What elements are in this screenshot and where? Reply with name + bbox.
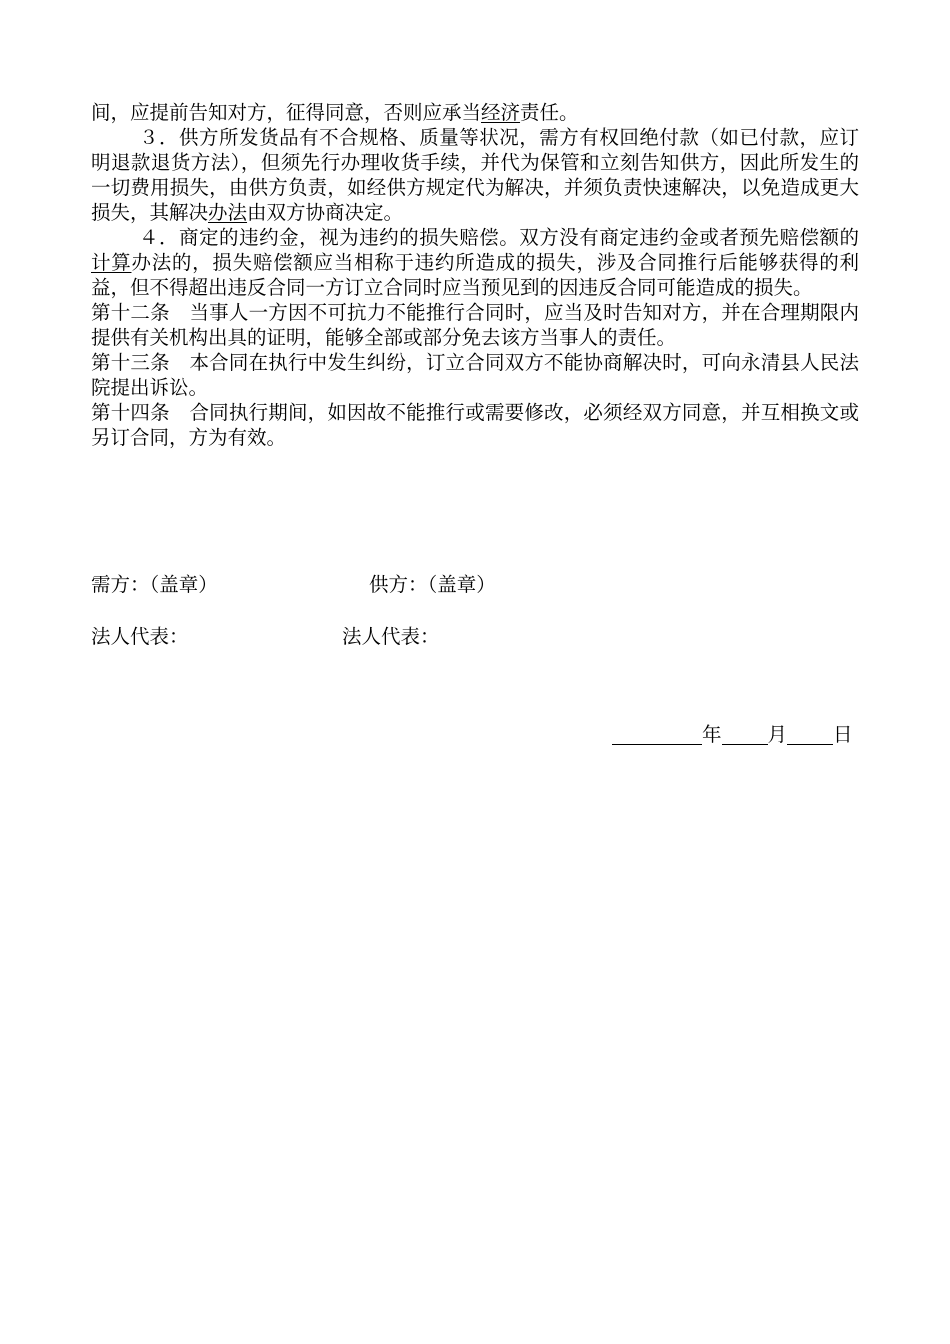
contract-body	[91, 100, 859, 450]
clause-4	[91, 225, 859, 300]
month-label: 月	[767, 723, 788, 746]
article-14: 第十四条 合同执行期间，如因故不能推行或需要修改，必须经双方同意，并互相换文或另订合同，方为有效。	[91, 401, 859, 449]
seller-representative-label: 法人代表：	[342, 625, 440, 648]
article-13: 第十三条 本合同在执行中发生纠纷，订立合同双方不能协商解决时，可向永清县人民法院提出诉讼。	[91, 351, 859, 399]
paragraph-text: 责任。	[520, 101, 579, 124]
paragraph-text: 由双方协商决定。	[247, 201, 404, 224]
paragraph-text: ４．商定的违约金，视为违约的损失赔偿。双方没有商定违约金或者预先赔偿额的	[139, 226, 859, 249]
link-method[interactable]: 办法	[208, 201, 248, 224]
month-blank[interactable]	[722, 724, 768, 745]
day-blank[interactable]	[787, 724, 833, 745]
buyer-seal-label: 需方：（盖章）	[91, 573, 218, 596]
link-economy[interactable]: 经济	[481, 101, 521, 124]
link-calculation[interactable]: 计算	[91, 251, 132, 274]
buyer-representative-label: 法人代表：	[91, 625, 189, 648]
seller-seal-label: 供方：（盖章）	[369, 573, 496, 596]
paragraph-text: ３．供方所发货品有不合规格、质量等状况，需方有权回绝付款（如已付款，应订明退款退货方法），但须先行办理收货手续，并代为保管和立刻告知供方，因此所发生的一切费用损失，由供方负责，如经供方规定代为解决，并须负责快速解决，以免造成更大损失，其解决	[91, 126, 859, 224]
year-blank[interactable]	[612, 724, 702, 745]
day-label: 日	[833, 723, 853, 746]
paragraph-liability	[91, 100, 859, 125]
paragraph-text: 间，应提前告知对方，征得同意，否则应承当	[91, 101, 482, 124]
paragraph-text: 办法的，损失赔偿额应当相称于违约所造成的损失，涉及合同推行后能够获得的利益，但不得超出违反合同一方订立合同时应当预见到的因违反合同可能造成的损失。	[91, 251, 859, 299]
clause-3	[91, 125, 859, 225]
year-label: 年	[702, 723, 722, 746]
article-12: 第十二条 当事人一方因不可抗力不能推行合同时，应当及时告知对方，并在合理期限内提供有关机构出具的证明，能够全部或部分免去该方当事人的责任。	[91, 301, 859, 349]
date-line	[612, 722, 860, 747]
